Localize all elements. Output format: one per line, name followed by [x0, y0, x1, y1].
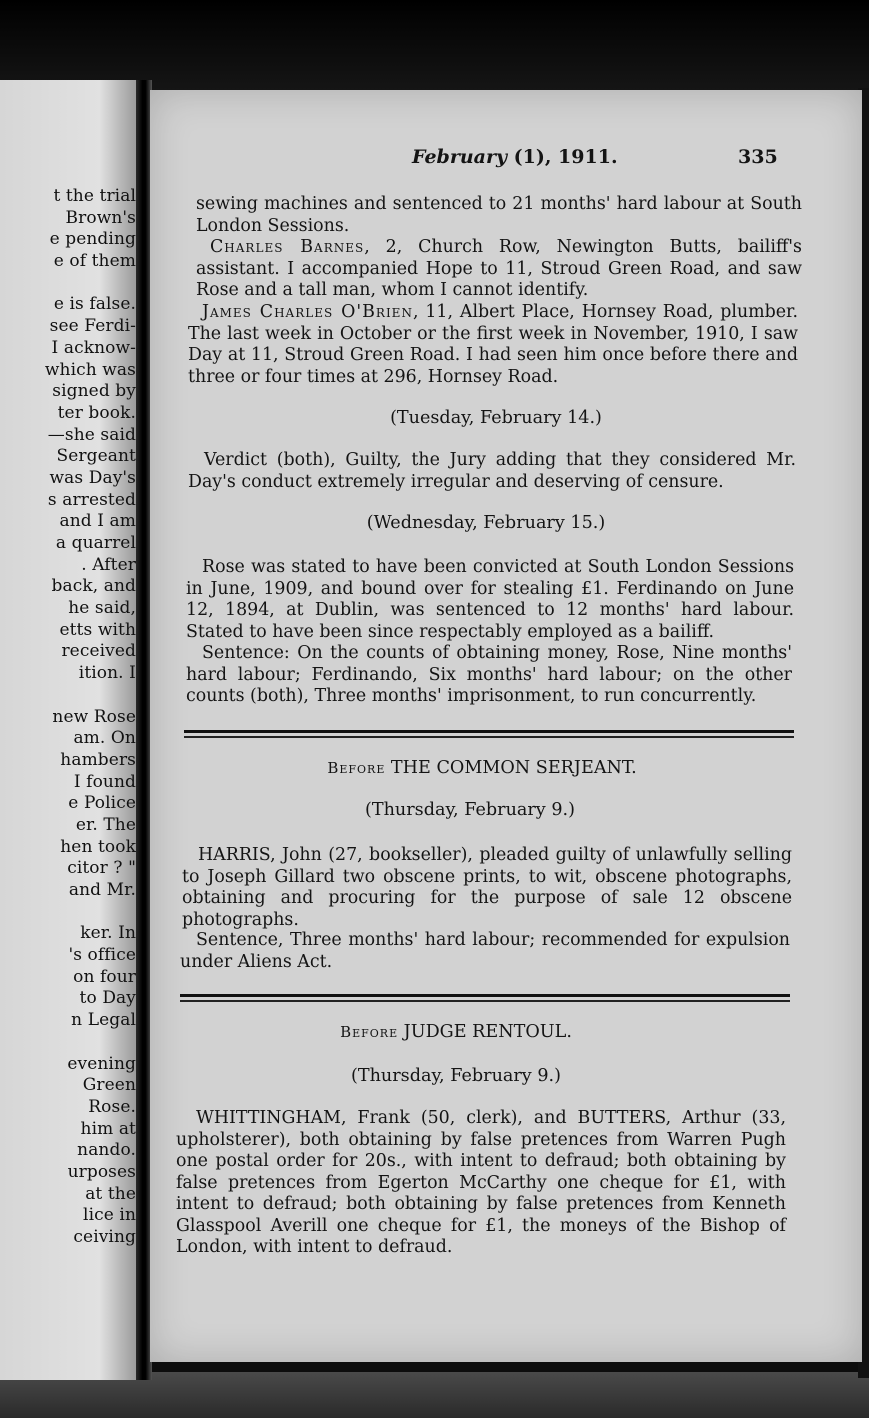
witness-name: James Charles O'Brien [202, 302, 413, 322]
left-page-line: and I am [59, 511, 136, 532]
left-page-line [0, 685, 136, 707]
left-page-line: Green [82, 1075, 136, 1096]
left-page-text [0, 186, 136, 1249]
left-page-line: back, and [51, 576, 136, 597]
date-heading: (Thursday, February 9.) [351, 1066, 561, 1086]
date-heading: (Wednesday, February 15.) [366, 513, 606, 533]
left-page-line: ker. In [80, 923, 136, 944]
left-page-line: on four [73, 966, 136, 987]
left-page-line: a quarrel [55, 533, 136, 553]
left-page-line: er. The [75, 814, 136, 835]
left-page-line: nando. [77, 1140, 136, 1161]
left-page-line: Brown's [65, 207, 136, 228]
harris-sentence-paragraph: Sentence, Three months' hard labour; recommended for expulsion under Aliens Act. [180, 930, 790, 972]
left-page-line: which was [44, 359, 136, 380]
witness-name: Charles Barnes [210, 237, 365, 257]
left-page-line: s arrested [47, 489, 136, 510]
left-page-line: 's office [68, 945, 136, 966]
left-page-line: he said, [68, 598, 136, 619]
left-page-line: at the [85, 1183, 136, 1204]
left-page-line: n Legal [71, 1010, 136, 1031]
left-page-line: evening [67, 1053, 136, 1074]
left-page-line: ceiving [73, 1227, 136, 1247]
case-whittingham-paragraph: WHITTINGHAM, Frank (50, clerk), and BUTTERS, Arthur (33, upholsterer), both obtaining by false pretences from Warren Pugh one postal order for 20s., with intent to defraud; both obtaining by false pretences from Egerton McCarthy one cheque for £1, with intent to defraud; both obtaining by false pretences from Kenneth Glasspool Averill one cheque for £1, the moneys of the Bishop of London, with intent to defraud. [176, 1108, 786, 1257]
section-rule [184, 730, 794, 733]
left-page-line: see Ferdi- [49, 316, 136, 337]
court-heading-name: THE COMMON SERJEANT. [385, 758, 637, 778]
header-month: February [412, 146, 508, 168]
court-heading [126, 758, 838, 778]
left-page-line: new Rose [52, 706, 136, 727]
top-shadow [0, 0, 869, 90]
left-page-line: e is false. [53, 294, 136, 315]
date-heading: (Thursday, February 9.) [365, 800, 575, 820]
left-page-line [0, 902, 136, 924]
court-heading-name: JUDGE RENTOUL. [398, 1022, 572, 1042]
left-page-line: e pending [49, 229, 136, 250]
left-page-line: . After [81, 554, 136, 575]
section-rule [180, 994, 790, 997]
date-heading: (Tuesday, February 14.) [390, 408, 602, 428]
left-page-line: Sergeant [56, 446, 136, 467]
case-harris-paragraph: HARRIS, John (27, bookseller), pleaded guilty of unlawfully selling to Joseph Gillard two obscene prints, to wit, obscene photographs, obtaining and procuring for the purpose of sale 12 obscene photographs. [182, 845, 792, 930]
section-rule [180, 1000, 790, 1002]
running-header [412, 146, 618, 168]
left-page-line: e of them [53, 251, 136, 272]
left-page-line: hen took [60, 836, 136, 857]
testimony-obrien [188, 302, 798, 388]
court-heading-prefix: Before [340, 1023, 399, 1041]
left-page-line: am. On [73, 728, 136, 749]
left-page-line: citor ? " [67, 858, 136, 879]
left-page-line: signed by [52, 381, 136, 402]
testimony-text: , 11, Albert Place, Hornsey Road, plumber. The last week in October or the first week in November, 1910, I saw Day at 11, Stroud Green Road. I had seen him once before there and three or four times at 296, Hornsey Road. [188, 302, 798, 387]
left-page-line: him at [80, 1118, 136, 1139]
verdict-paragraph: Verdict (both), Guilty, the Jury adding that they considered Mr. Day's conduct extremely irregular and deserving of censure. [188, 450, 796, 492]
left-page-line [0, 273, 136, 295]
left-page-line: I acknow- [51, 337, 136, 358]
left-page-line: ition. I [78, 663, 136, 684]
left-page-line: to Day [79, 988, 136, 1009]
page-content [150, 90, 862, 1362]
page-number: 335 [738, 146, 778, 168]
prior-convictions-paragraph: Rose was stated to have been convicted at South London Sessions in June, 1909, and bound over for stealing £1. Ferdinando on June 12, 1894, at Dublin, was sentenced to 12 months' hard labour. Stated to have been since respectably employed as a bailiff. [186, 557, 794, 642]
left-page-line: was Day's [49, 467, 136, 488]
right-page [150, 90, 862, 1362]
left-page-line: —she said [47, 424, 136, 445]
left-page-line: hambers [60, 749, 136, 770]
left-page-line: t the trial [53, 186, 136, 206]
left-page-line: received [61, 641, 136, 662]
left-page-line: etts with [59, 619, 136, 640]
left-page-line: I found [73, 771, 136, 792]
left-page-line: and Mr. [68, 880, 136, 900]
sentence-paragraph: Sentence: On the counts of obtaining money, Rose, Nine months' hard labour; Ferdinando, Six months' hard labour; on the other counts (both), Three months' imprisonment, to run concurrently. [186, 643, 792, 706]
left-page-line: Rose. [88, 1096, 136, 1117]
left-page-line: e Police [68, 793, 136, 814]
left-page [0, 80, 142, 1380]
left-page-line: urposes [67, 1161, 136, 1182]
testimony-barnes [196, 237, 802, 302]
paragraph-continuation: sewing machines and sentenced to 21 months' hard labour at South London Sessions. [196, 194, 802, 236]
left-page-line: lice in [83, 1205, 136, 1226]
testimony-text: , 2, Church Row, Newington Butts, bailiff's assistant. I accompanied Hope to 11, Stroud Green Road, and saw Rose and a tall man, whom I cannot identify. [196, 237, 802, 300]
court-heading-prefix: Before [327, 759, 386, 777]
header-date: (1), 1911. [507, 146, 618, 168]
section-rule [184, 736, 794, 738]
left-page-line: ter book. [57, 402, 136, 423]
court-heading [100, 1022, 812, 1042]
